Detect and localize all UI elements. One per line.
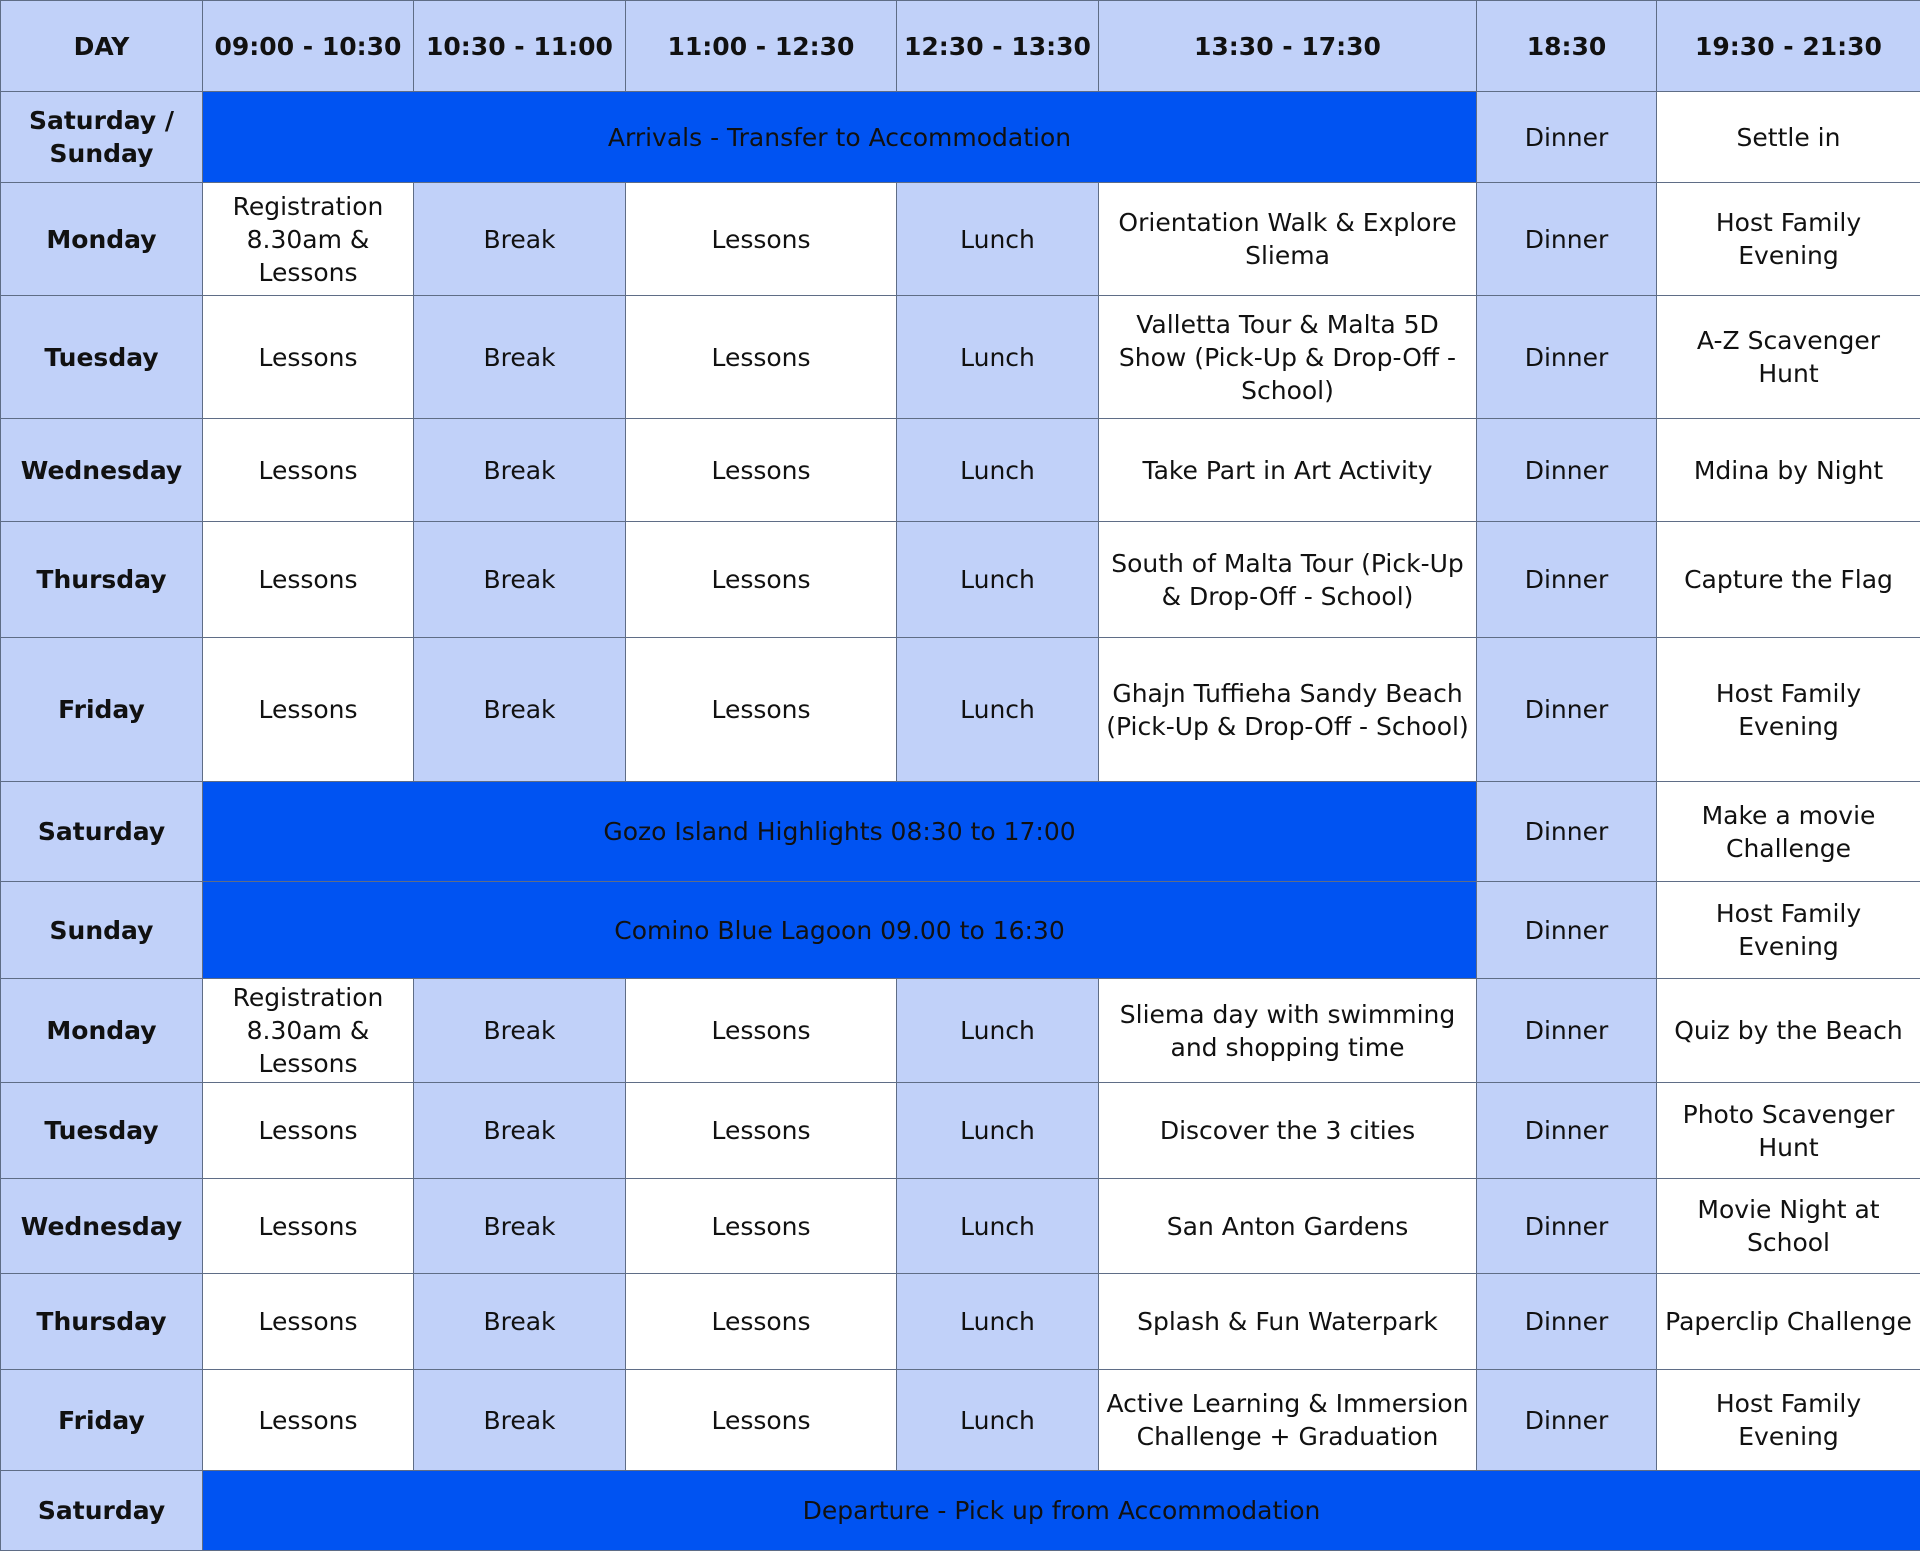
afternoon-activity-cell: Sliema day with swimming and shopping time bbox=[1099, 979, 1477, 1083]
late-lesson-cell: Lessons bbox=[626, 296, 897, 419]
header-slot-0900: 09:00 - 10:30 bbox=[203, 1, 414, 92]
late-lesson-cell: Lessons bbox=[626, 183, 897, 296]
day-cell: Tuesday bbox=[1, 296, 203, 419]
lunch-cell: Lunch bbox=[897, 183, 1099, 296]
break-cell: Break bbox=[414, 979, 626, 1083]
table-row bbox=[1, 1471, 1920, 1551]
day-cell: Friday bbox=[1, 1370, 203, 1471]
morning-lesson-cell: Lessons bbox=[203, 1274, 414, 1370]
table-row bbox=[1, 638, 1920, 782]
excursion-banner: Comino Blue Lagoon 09.00 to 16:30 bbox=[203, 882, 1477, 979]
break-cell: Break bbox=[414, 183, 626, 296]
day-cell: Wednesday bbox=[1, 419, 203, 522]
header-slot-1230: 12:30 - 13:30 bbox=[897, 1, 1099, 92]
afternoon-activity-cell: South of Malta Tour (Pick-Up & Drop-Off - School) bbox=[1099, 522, 1477, 638]
table-row bbox=[1, 1083, 1920, 1179]
table-row bbox=[1, 882, 1920, 979]
lunch-cell: Lunch bbox=[897, 1179, 1099, 1274]
afternoon-activity-cell: Ghajn Tuffieha Sandy Beach (Pick-Up & Drop-Off - School) bbox=[1099, 638, 1477, 782]
departure-banner: Departure - Pick up from Accommodation bbox=[203, 1471, 1920, 1551]
dinner-cell: Dinner bbox=[1477, 979, 1657, 1083]
table-row bbox=[1, 92, 1920, 183]
evening-cell: Mdina by Night bbox=[1657, 419, 1920, 522]
evening-cell: Settle in bbox=[1657, 92, 1920, 183]
day-cell: Monday bbox=[1, 183, 203, 296]
lunch-cell: Lunch bbox=[897, 522, 1099, 638]
evening-cell: Capture the Flag bbox=[1657, 522, 1920, 638]
evening-cell: Host Family Evening bbox=[1657, 1370, 1920, 1471]
table-row bbox=[1, 979, 1920, 1083]
break-cell: Break bbox=[414, 1179, 626, 1274]
day-cell: Thursday bbox=[1, 1274, 203, 1370]
table-row bbox=[1, 522, 1920, 638]
evening-cell: Photo Scavenger Hunt bbox=[1657, 1083, 1920, 1179]
break-cell: Break bbox=[414, 522, 626, 638]
day-cell: Saturday / Sunday bbox=[1, 92, 203, 183]
break-cell: Break bbox=[414, 1274, 626, 1370]
morning-lesson-cell: Lessons bbox=[203, 1083, 414, 1179]
late-lesson-cell: Lessons bbox=[626, 1083, 897, 1179]
lunch-cell: Lunch bbox=[897, 1274, 1099, 1370]
table-row bbox=[1, 1274, 1920, 1370]
morning-lesson-cell: Lessons bbox=[203, 1370, 414, 1471]
break-cell: Break bbox=[414, 419, 626, 522]
break-cell: Break bbox=[414, 638, 626, 782]
afternoon-activity-cell: San Anton Gardens bbox=[1099, 1179, 1477, 1274]
break-cell: Break bbox=[414, 296, 626, 419]
evening-cell: A-Z Scavenger Hunt bbox=[1657, 296, 1920, 419]
morning-lesson-cell: Lessons bbox=[203, 296, 414, 419]
late-lesson-cell: Lessons bbox=[626, 1370, 897, 1471]
evening-cell: Paperclip Challenge bbox=[1657, 1274, 1920, 1370]
table-row bbox=[1, 1179, 1920, 1274]
break-cell: Break bbox=[414, 1370, 626, 1471]
morning-lesson-cell: Lessons bbox=[203, 1179, 414, 1274]
header-slot-1100: 11:00 - 12:30 bbox=[626, 1, 897, 92]
late-lesson-cell: Lessons bbox=[626, 1274, 897, 1370]
dinner-cell: Dinner bbox=[1477, 183, 1657, 296]
afternoon-activity-cell: Discover the 3 cities bbox=[1099, 1083, 1477, 1179]
lunch-cell: Lunch bbox=[897, 1370, 1099, 1471]
evening-cell: Host Family Evening bbox=[1657, 638, 1920, 782]
dinner-cell: Dinner bbox=[1477, 522, 1657, 638]
table-row bbox=[1, 1370, 1920, 1471]
header-slot-1330: 13:30 - 17:30 bbox=[1099, 1, 1477, 92]
excursion-banner: Gozo Island Highlights 08:30 to 17:00 bbox=[203, 782, 1477, 882]
late-lesson-cell: Lessons bbox=[626, 522, 897, 638]
afternoon-activity-cell: Take Part in Art Activity bbox=[1099, 419, 1477, 522]
morning-lesson-cell: Lessons bbox=[203, 419, 414, 522]
table-row bbox=[1, 419, 1920, 522]
header-slot-1030: 10:30 - 11:00 bbox=[414, 1, 626, 92]
lunch-cell: Lunch bbox=[897, 638, 1099, 782]
table-row bbox=[1, 782, 1920, 882]
late-lesson-cell: Lessons bbox=[626, 638, 897, 782]
afternoon-activity-cell: Splash & Fun Waterpark bbox=[1099, 1274, 1477, 1370]
dinner-cell: Dinner bbox=[1477, 419, 1657, 522]
late-lesson-cell: Lessons bbox=[626, 419, 897, 522]
afternoon-activity-cell: Active Learning & Immersion Challenge + Graduation bbox=[1099, 1370, 1477, 1471]
dinner-cell: Dinner bbox=[1477, 1274, 1657, 1370]
morning-lesson-cell: Lessons bbox=[203, 522, 414, 638]
evening-cell: Quiz by the Beach bbox=[1657, 979, 1920, 1083]
arrivals-banner: Arrivals - Transfer to Accommodation bbox=[203, 92, 1477, 183]
morning-lesson-cell: Registration 8.30am & Lessons bbox=[203, 979, 414, 1083]
day-cell: Monday bbox=[1, 979, 203, 1083]
morning-lesson-cell: Registration 8.30am & Lessons bbox=[203, 183, 414, 296]
header-row bbox=[1, 1, 1920, 92]
day-cell: Wednesday bbox=[1, 1179, 203, 1274]
day-cell: Tuesday bbox=[1, 1083, 203, 1179]
dinner-cell: Dinner bbox=[1477, 882, 1657, 979]
lunch-cell: Lunch bbox=[897, 419, 1099, 522]
break-cell: Break bbox=[414, 1083, 626, 1179]
evening-cell: Movie Night at School bbox=[1657, 1179, 1920, 1274]
table-row bbox=[1, 183, 1920, 296]
dinner-cell: Dinner bbox=[1477, 638, 1657, 782]
evening-cell: Host Family Evening bbox=[1657, 183, 1920, 296]
dinner-cell: Dinner bbox=[1477, 92, 1657, 183]
dinner-cell: Dinner bbox=[1477, 1083, 1657, 1179]
day-cell: Thursday bbox=[1, 522, 203, 638]
dinner-cell: Dinner bbox=[1477, 782, 1657, 882]
afternoon-activity-cell: Valletta Tour & Malta 5D Show (Pick-Up & Drop-Off - School) bbox=[1099, 296, 1477, 419]
late-lesson-cell: Lessons bbox=[626, 1179, 897, 1274]
evening-cell: Make a movie Challenge bbox=[1657, 782, 1920, 882]
table-row bbox=[1, 296, 1920, 419]
dinner-cell: Dinner bbox=[1477, 1179, 1657, 1274]
day-cell: Friday bbox=[1, 638, 203, 782]
header-slot-1830: 18:30 bbox=[1477, 1, 1657, 92]
day-cell: Sunday bbox=[1, 882, 203, 979]
day-cell: Saturday bbox=[1, 1471, 203, 1551]
late-lesson-cell: Lessons bbox=[626, 979, 897, 1083]
lunch-cell: Lunch bbox=[897, 979, 1099, 1083]
dinner-cell: Dinner bbox=[1477, 296, 1657, 419]
day-cell: Saturday bbox=[1, 782, 203, 882]
evening-cell: Host Family Evening bbox=[1657, 882, 1920, 979]
morning-lesson-cell: Lessons bbox=[203, 638, 414, 782]
dinner-cell: Dinner bbox=[1477, 1370, 1657, 1471]
header-day: DAY bbox=[1, 1, 203, 92]
lunch-cell: Lunch bbox=[897, 296, 1099, 419]
afternoon-activity-cell: Orientation Walk & Explore Sliema bbox=[1099, 183, 1477, 296]
header-slot-1930: 19:30 - 21:30 bbox=[1657, 1, 1920, 92]
lunch-cell: Lunch bbox=[897, 1083, 1099, 1179]
